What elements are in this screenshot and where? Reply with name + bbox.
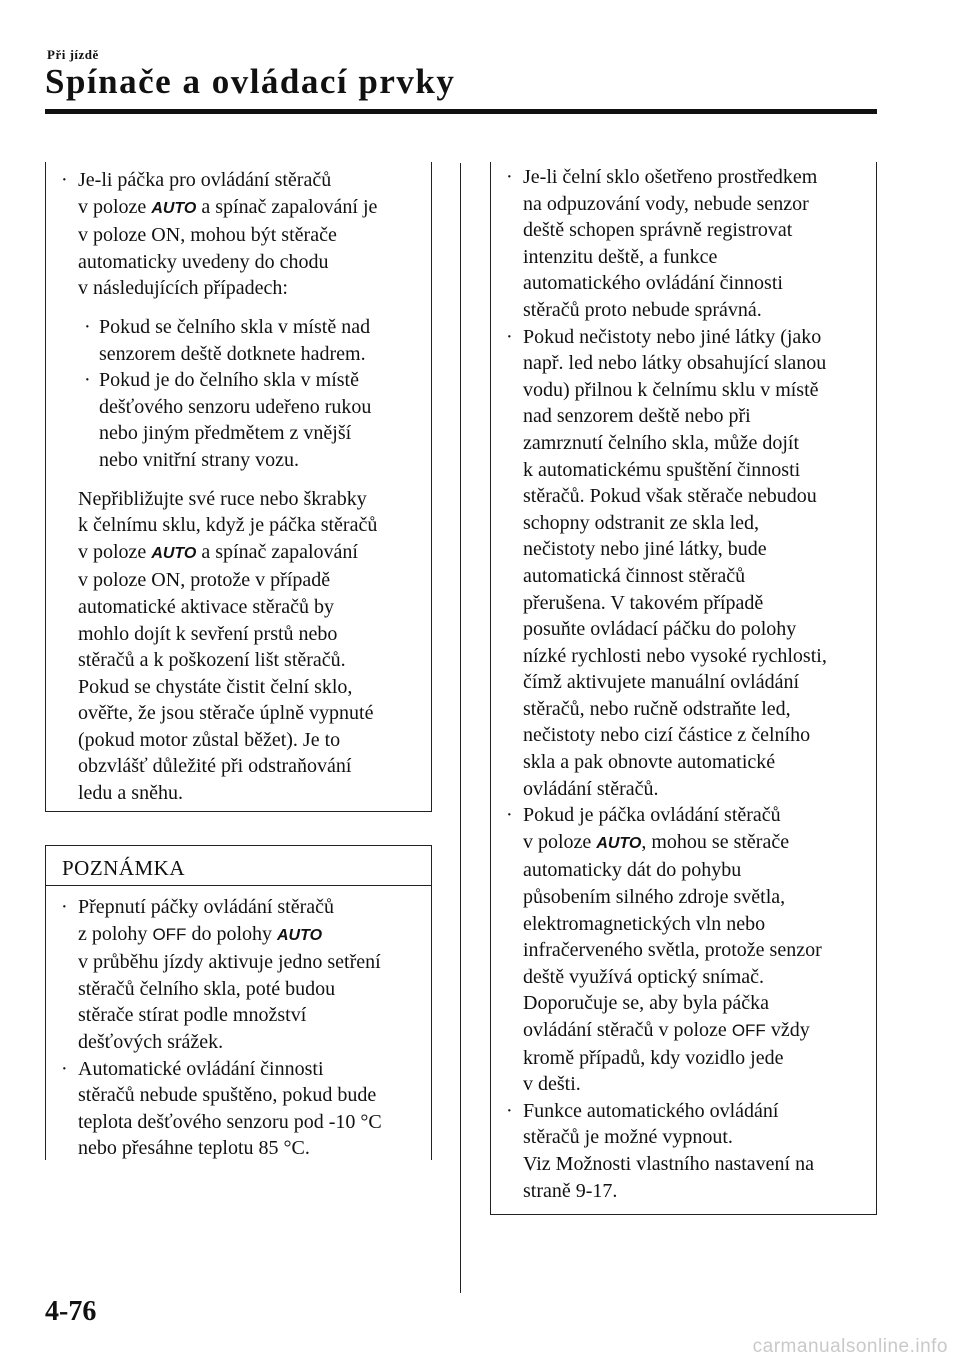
text-line: nebo vnitřní strany vozu. bbox=[99, 448, 299, 471]
text-line: intenzitu deště, a funkce bbox=[523, 245, 718, 268]
text-line: Přepnutí páčky ovládání stěračů bbox=[78, 896, 335, 918]
text-line: v dešti. bbox=[523, 1073, 581, 1096]
text-line: čímž aktivujete manuální ovládání bbox=[523, 671, 800, 694]
bullet-icon: · bbox=[506, 325, 513, 348]
auto-symbol: AUTO bbox=[277, 926, 323, 944]
text-line: stěračů. Pokud však stěrače nebudou bbox=[523, 485, 817, 508]
text-line: Pokud je do čelního skla v místě bbox=[99, 369, 359, 392]
text-line: dešťového senzoru udeřeno rukou bbox=[99, 395, 372, 418]
text-line: automatická činnost stěračů bbox=[523, 564, 746, 587]
text-line: automatického ovládání činnosti bbox=[523, 272, 783, 295]
warning-paragraph bbox=[46, 486, 431, 807]
bullet-icon: · bbox=[61, 1057, 68, 1080]
text-line: stěračů je možné vypnout. bbox=[523, 1126, 733, 1149]
text-line: deště využívá optický snímač. bbox=[523, 965, 765, 988]
text-line: Je-li páčka pro ovládání stěračů bbox=[78, 169, 332, 191]
right-item-disable bbox=[491, 1098, 876, 1204]
text-line: v poloze ON, protože v případě bbox=[78, 569, 331, 592]
section-label: Při jízdě bbox=[47, 47, 99, 62]
text-line: nečistoty nebo cizí částice z čelního bbox=[523, 724, 811, 747]
text-line: infračerveného světla, protože senzor bbox=[523, 939, 822, 962]
text-line: automaticky uvedeny do chodu bbox=[78, 250, 329, 273]
auto-symbol: AUTO bbox=[151, 199, 197, 217]
text-line: k automatickému spuštění činnosti bbox=[523, 458, 801, 481]
text-line: ovládání stěračů v poloze OFF vždy bbox=[523, 1019, 810, 1041]
bullet-icon: · bbox=[84, 315, 91, 338]
text-line: nad senzorem deště nebo při bbox=[523, 405, 751, 428]
text-line: mohlo dojít k sevření prstů nebo bbox=[78, 622, 338, 645]
column-divider bbox=[460, 163, 461, 1293]
page-number: 4-76 bbox=[45, 1296, 97, 1327]
bullet-icon: · bbox=[61, 896, 68, 918]
note-box bbox=[45, 845, 432, 1160]
warning-subitem-cloth bbox=[46, 314, 431, 367]
auto-symbol: AUTO bbox=[596, 834, 642, 852]
text-line: skla a pak obnovte automatické bbox=[523, 751, 776, 774]
right-item-dirt bbox=[491, 324, 876, 803]
text-line: Viz Možnosti vlastního nastavení na bbox=[523, 1152, 814, 1175]
text-line: stěračů nebude spuštěno, pokud bude bbox=[78, 1084, 377, 1107]
text-line: Pokud je páčka ovládání stěračů bbox=[523, 804, 781, 827]
text-line: deště schopen správně registrovat bbox=[523, 219, 793, 242]
text-line: obzvlášť důležité při odstraňování bbox=[78, 755, 352, 778]
text-line: schopny odstranit ze skla led, bbox=[523, 511, 760, 534]
note-item-switching bbox=[46, 894, 431, 1056]
bullet-icon: · bbox=[61, 169, 68, 191]
text-line: působením silného zdroje světla, bbox=[523, 886, 786, 909]
note-heading: POZNÁMKA bbox=[46, 846, 431, 886]
text-line: stěračů, nebo ručně odstraňte led, bbox=[523, 697, 791, 720]
text-line: k čelnímu sklu, když je páčka stěračů bbox=[78, 514, 378, 537]
text-line: nebo jiným předmětem z vnější bbox=[99, 422, 352, 445]
text-line: teplota dešťového senzoru pod -10 °C bbox=[78, 1110, 382, 1133]
title-rule bbox=[45, 109, 877, 114]
text-line: ověřte, že jsou stěrače úplně vypnuté bbox=[78, 702, 374, 725]
watermark: carmanualsonline.info bbox=[752, 1336, 948, 1357]
text-line: (pokud motor zůstal běžet). Je to bbox=[78, 728, 341, 751]
warning-box-left bbox=[45, 162, 432, 812]
text-line: ovládání stěračů. bbox=[523, 777, 659, 800]
warning-box-right bbox=[490, 162, 877, 1215]
text-line: Nepřibližujte své ruce nebo škrabky bbox=[78, 487, 367, 510]
text-line: v průběhu jízdy aktivuje jedno setření bbox=[78, 951, 381, 974]
text-line: automatické aktivace stěračů by bbox=[78, 595, 334, 618]
text-line: v poloze ON, mohou být stěrače bbox=[78, 224, 337, 247]
text-line: z polohy OFF do polohy AUTO bbox=[78, 922, 323, 945]
text-line: zamrznutí čelního skla, může dojít bbox=[523, 431, 800, 454]
text-line: např. led nebo látky obsahující slanou bbox=[523, 352, 827, 375]
text-line: automaticky dát do pohybu bbox=[523, 859, 742, 882]
text-line: Pokud se čelního skla v místě nad bbox=[99, 315, 371, 338]
bullet-icon: · bbox=[506, 166, 513, 188]
text-line: stěračů a k poškození lišt stěračů. bbox=[78, 649, 346, 672]
text-line: v poloze AUTO a spínač zapalování bbox=[78, 540, 358, 563]
text-line: Doporučuje se, aby byla páčka bbox=[523, 992, 770, 1015]
bullet-icon: · bbox=[506, 804, 513, 827]
auto-symbol: AUTO bbox=[151, 544, 197, 562]
text-line: senzorem deště dotknete hadrem. bbox=[99, 342, 366, 365]
text-line: vodu) přilnou k čelnímu sklu v místě bbox=[523, 378, 819, 401]
off-symbol: OFF bbox=[731, 1021, 766, 1040]
text-line: v následujících případech: bbox=[78, 277, 288, 300]
text-line: stěračů čelního skla, poté budou bbox=[78, 977, 336, 1000]
text-line: nebo přesáhne teplotu 85 °C. bbox=[78, 1137, 310, 1160]
text-line: posuňte ovládací páčku do polohy bbox=[523, 618, 797, 641]
text-line: dešťových srážek. bbox=[78, 1030, 224, 1053]
bullet-icon: · bbox=[506, 1099, 513, 1122]
warning-subitem-impact bbox=[46, 367, 431, 473]
text-line: nečistoty nebo jiné látky, bude bbox=[523, 538, 767, 561]
text-line: přerušena. V takovém případě bbox=[523, 591, 764, 614]
text-line: straně 9-17. bbox=[523, 1179, 618, 1202]
right-item-water-repellent bbox=[491, 164, 876, 324]
note-item-temperature bbox=[46, 1056, 431, 1162]
text-line: stěračů proto nebude správná. bbox=[523, 298, 762, 321]
text-line: na odpuzování vody, nebude senzor bbox=[523, 192, 809, 215]
bullet-icon: · bbox=[84, 369, 91, 392]
chapter-title: Spínače a ovládací prvky bbox=[45, 62, 456, 101]
warning-item-auto-position bbox=[46, 167, 431, 302]
text-line: stěrače stírat podle množství bbox=[78, 1004, 307, 1027]
text-line: Pokud nečistoty nebo jiné látky (jako bbox=[523, 325, 822, 348]
text-line: Pokud se chystáte čistit čelní sklo, bbox=[78, 675, 353, 698]
text-line: v poloze AUTO a spínač zapalování je bbox=[78, 195, 378, 218]
text-line: elektromagnetických vln nebo bbox=[523, 912, 766, 935]
text-line: Je-li čelní sklo ošetřeno prostředkem bbox=[523, 166, 818, 188]
right-item-light-source bbox=[491, 802, 876, 1098]
text-line: v poloze AUTO, mohou se stěrače bbox=[523, 830, 790, 853]
off-symbol: OFF bbox=[152, 924, 187, 944]
text-line: Funkce automatického ovládání bbox=[523, 1099, 779, 1122]
text-line: kromě případů, kdy vozidlo jede bbox=[523, 1046, 784, 1069]
text-line: nízké rychlosti nebo vysoké rychlosti, bbox=[523, 644, 827, 667]
text-line: Automatické ovládání činnosti bbox=[78, 1057, 324, 1080]
text-line: ledu a sněhu. bbox=[78, 782, 183, 805]
